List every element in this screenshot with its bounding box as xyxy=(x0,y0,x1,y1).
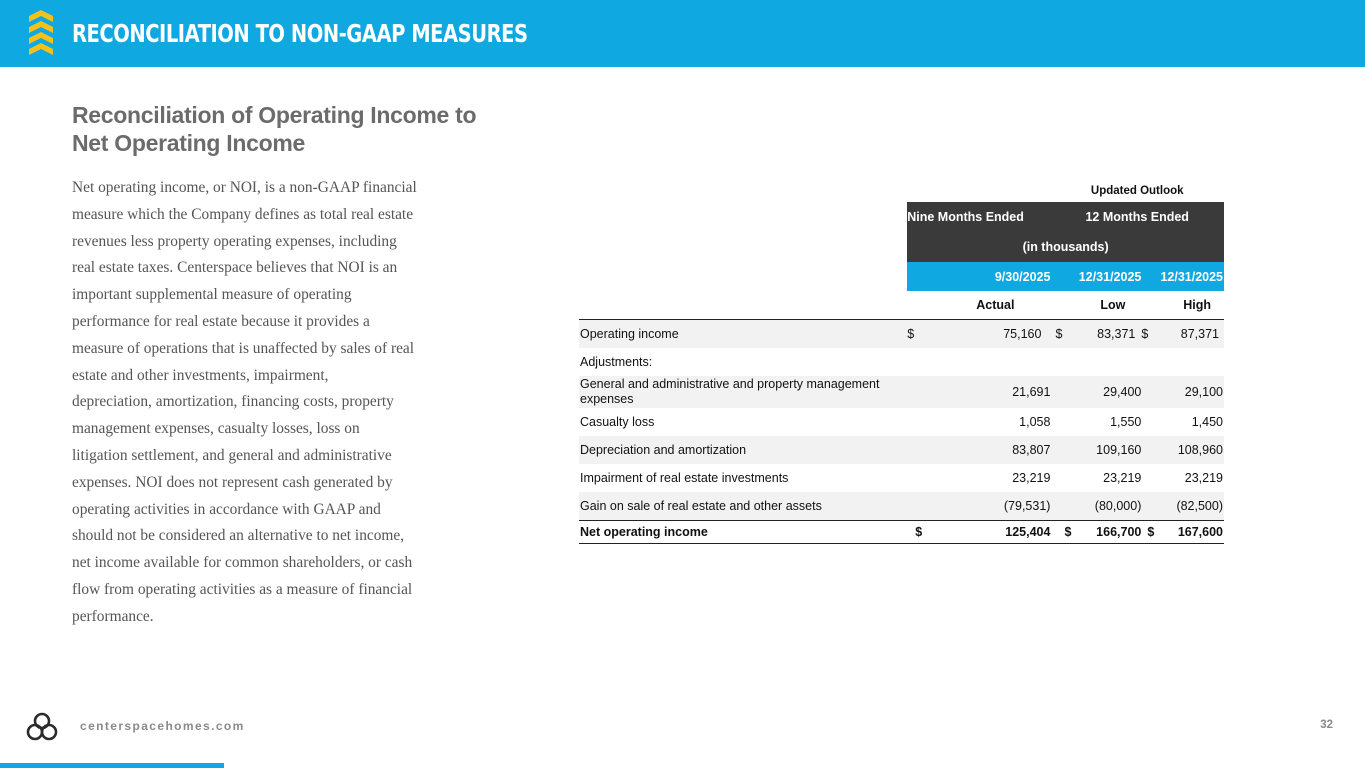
row-label: Adjustments: xyxy=(580,355,653,369)
table-row xyxy=(579,376,1224,408)
body-paragraph xyxy=(72,175,467,631)
units-label: (in thousands) xyxy=(907,232,1224,262)
body-line: flow from operating activities as a measure of financial xyxy=(72,580,413,598)
page-number: 32 xyxy=(1320,719,1333,731)
body-line: depreciation, amortization, financing costs, property xyxy=(72,393,394,411)
date-col-2: 12/31/2025 xyxy=(1050,262,1141,291)
centerspace-knot-logo-icon xyxy=(26,711,58,743)
period-nine-months: Nine Months Ended xyxy=(907,202,1050,232)
table-row xyxy=(579,408,1224,436)
value-actual: 21,691 xyxy=(939,376,1051,408)
scenario-actual: Actual xyxy=(907,291,1050,320)
table-header-periods xyxy=(579,202,1224,232)
chevron-stack-icon xyxy=(29,10,53,56)
value-actual: 1,058 xyxy=(1019,415,1051,429)
body-line: should not be considered an alternative to net income, xyxy=(72,527,405,545)
scenario-high: High xyxy=(1141,291,1224,320)
body-line: expenses. NOI does not represent cash generated by xyxy=(72,473,393,491)
value-high: 1,450 xyxy=(1191,415,1223,429)
scenario-low: Low xyxy=(1050,291,1141,320)
body-line: management expenses, casualty losses, loss on xyxy=(72,420,360,438)
body-line: operating activities in accordance with GAAP and xyxy=(72,500,381,518)
table-row xyxy=(579,320,1224,349)
date-col-3: 12/31/2025 xyxy=(1141,262,1224,291)
body-line: measure of operations that is unaffected by sales of real xyxy=(72,339,415,357)
date-col-1: 9/30/2025 xyxy=(907,262,1050,291)
period-twelve-months: 12 Months Ended xyxy=(1050,202,1224,232)
total-label: Net operating income xyxy=(579,521,907,544)
currency-symbol: $ xyxy=(907,521,938,544)
currency-symbol: $ xyxy=(907,320,938,349)
section-heading: Reconciliation of Operating Income to Net Operating Income xyxy=(72,102,477,156)
value-low: 109,160 xyxy=(1073,436,1141,464)
table-header-dates xyxy=(579,262,1224,291)
table-row xyxy=(579,492,1224,521)
value-high: 29,100 xyxy=(1163,376,1224,408)
body-line: net income available for common shareholders, or cash xyxy=(72,554,413,572)
value-low: 29,400 xyxy=(1073,376,1141,408)
currency-symbol: $ xyxy=(1050,521,1073,544)
outlook-label: Updated Outlook xyxy=(1090,185,1184,197)
total-actual: 125,404 xyxy=(939,521,1051,544)
row-label: Gain on sale of real estate and other assets xyxy=(579,492,907,521)
body-line: important supplemental measure of operating xyxy=(72,286,352,304)
table-header-scenarios xyxy=(579,291,1224,320)
body-line: measure which the Company defines as total real estate xyxy=(72,205,414,223)
row-label: Depreciation and amortization xyxy=(579,436,907,464)
row-label: Casualty loss xyxy=(580,415,655,429)
currency-symbol: $ xyxy=(1050,320,1073,349)
header-bar xyxy=(0,0,1365,67)
value-low: (80,000) xyxy=(1073,492,1141,521)
body-line: revenues less property operating expenses, including xyxy=(72,232,397,250)
table-row xyxy=(579,348,1224,376)
body-line: real estate taxes. Centerspace believes that NOI is an xyxy=(72,259,398,277)
footer-url: centerspacehomes.com xyxy=(80,719,245,733)
reconciliation-table xyxy=(579,180,1224,544)
body-line: litigation settlement, and general and administrative xyxy=(72,446,392,464)
total-low: 166,700 xyxy=(1073,521,1141,544)
value-actual: (79,531) xyxy=(939,492,1051,521)
value-actual: 83,807 xyxy=(939,436,1051,464)
table-total-row xyxy=(579,521,1224,544)
body-line: estate and other investments, impairment, xyxy=(72,366,329,384)
value-high: 108,960 xyxy=(1163,436,1224,464)
table-row xyxy=(579,464,1224,492)
value-actual: 75,160 xyxy=(939,320,1051,349)
table-header-units xyxy=(579,232,1224,262)
value-high: (82,500) xyxy=(1163,492,1224,521)
row-label: Operating income xyxy=(579,320,907,349)
body-line: performance. xyxy=(72,607,154,625)
table-header-outlook xyxy=(579,180,1224,202)
value-high: 23,219 xyxy=(1184,471,1223,485)
value-low: 1,550 xyxy=(1110,415,1142,429)
footer-accent-bar xyxy=(0,763,224,768)
row-label: General and administrative and property management expenses xyxy=(579,376,907,408)
value-low: 83,371 xyxy=(1073,320,1141,349)
row-label: Impairment of real estate investments xyxy=(580,471,789,485)
body-line: performance for real estate because it provides a xyxy=(72,312,370,330)
value-high: 87,371 xyxy=(1163,320,1224,349)
table-row xyxy=(579,436,1224,464)
currency-symbol: $ xyxy=(1141,320,1163,349)
currency-symbol: $ xyxy=(1141,521,1163,544)
total-high: 167,600 xyxy=(1163,521,1224,544)
value-actual: 23,219 xyxy=(1012,471,1051,485)
slide-title: RECONCILIATION TO NON-GAAP MEASURES xyxy=(72,19,528,48)
body-line: Net operating income, or NOI, is a non-GAAP financial xyxy=(72,179,417,196)
value-low: 23,219 xyxy=(1103,471,1142,485)
